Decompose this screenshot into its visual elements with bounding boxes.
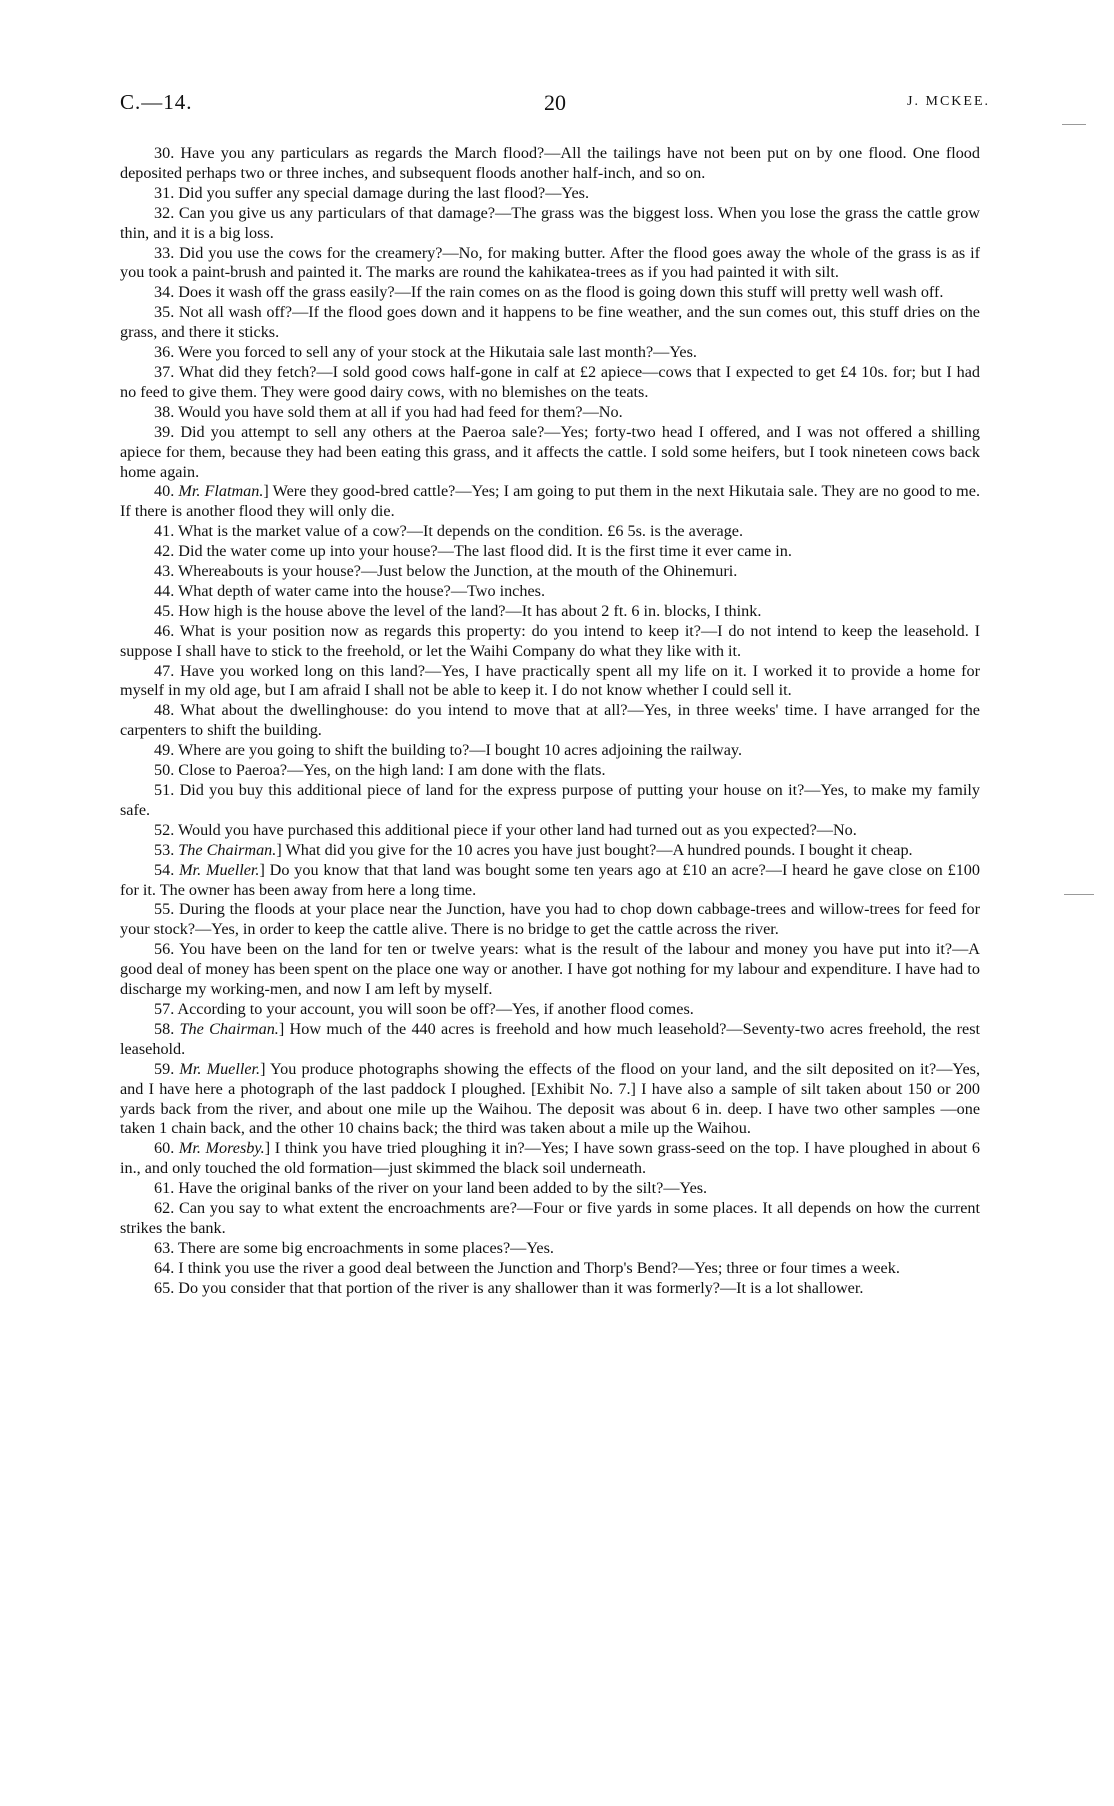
speaker-name: The Chairman. — [179, 1019, 279, 1038]
question-number: 59. — [154, 1059, 180, 1078]
question-paragraph — [120, 1000, 980, 1020]
scan-mark — [1064, 894, 1094, 895]
paragraph-text: ] How much of the 440 acres is freehold and how much leasehold?—Seventy-two acres freehold, the rest leasehold. — [120, 1019, 980, 1058]
question-paragraph — [120, 662, 980, 702]
paragraph-text: 61. Have the original banks of the river on your land been added to by the silt?—Yes. — [154, 1179, 708, 1198]
paragraph-text: 39. Did you attempt to sell any others at the Paeroa sale?—Yes; forty-two head I offered, and I was not offered a shilling apiece for them, because they had been eating this grass, and it affects the cattle. I sold some heifers, but I took nineteen cows back home again. — [120, 422, 980, 481]
question-paragraph — [120, 701, 980, 741]
paragraph-text: 56. You have been on the land for ten or twelve years: what is the result of the labour and money you have put into it?—A good deal of money has been spent on the place one way or another. I have got nothing for my labour and expenditure. I have had to discharge my working-men, and now I am left by myself. — [120, 940, 980, 999]
question-paragraph — [120, 861, 980, 901]
question-paragraph — [120, 1179, 980, 1199]
question-paragraph — [120, 144, 980, 184]
paragraph-text: 49. Where are you going to shift the building to?—I bought 10 acres adjoining the railway. — [154, 741, 743, 760]
question-paragraph — [120, 821, 980, 841]
question-paragraph — [120, 1060, 980, 1140]
question-paragraph — [120, 1139, 980, 1179]
speaker-name: The Chairman. — [178, 840, 277, 859]
paragraph-text: 43. Whereabouts is your house?—Just below the Junction, at the mouth of the Ohinemuri. — [154, 562, 738, 581]
question-paragraph — [120, 622, 980, 662]
question-number: 54. — [154, 860, 180, 879]
paragraph-text: 38. Would you have sold them at all if you had had feed for them?—No. — [154, 402, 623, 421]
paragraph-text: 33. Did you use the cows for the creamery?—No, for making butter. After the flood goes away the whole of the grass is as if you took a paint-brush and painted it. The marks are round the kahikatea-trees as if you had painted it with silt. — [120, 243, 980, 282]
paragraph-text: 63. There are some big encroachments in some places?—Yes. — [154, 1238, 554, 1257]
witness-name: J. MCKEE. — [907, 94, 990, 109]
paragraph-text: 32. Can you give us any particulars of that damage?—The grass was the biggest loss. When you lose the grass the cattle grow thin, and it is a big loss. — [120, 203, 980, 242]
speaker-name: Mr. Mueller. — [179, 1059, 261, 1078]
question-paragraph — [120, 423, 980, 483]
paragraph-text: 52. Would you have purchased this additional piece if your other land had turned out as you expected?—No. — [154, 820, 857, 839]
question-paragraph — [120, 283, 980, 303]
question-paragraph — [120, 761, 980, 781]
page-header — [120, 90, 990, 122]
paragraph-text: ] What did you give for the 10 acres you have just bought?—A hundred pounds. I bought it cheap. — [276, 840, 913, 859]
question-paragraph — [120, 244, 980, 284]
paragraph-text: 35. Not all wash off?—If the flood goes down and it happens to be fine weather, and the sun comes out, this stuff dries on the grass, and there it sticks. — [120, 303, 980, 342]
question-paragraph — [120, 1199, 980, 1239]
question-paragraph — [120, 582, 980, 602]
paragraph-text: 31. Did you suffer any special damage during the last flood?—Yes. — [154, 183, 590, 202]
evidence-text — [120, 144, 980, 1299]
paragraph-text: ] I think you have tried ploughing it in?—Yes; I have sown grass-seed on the top. I have ploughed in about 6 in., and only touched the old formation—just skimmed the black soil underneath. — [120, 1139, 981, 1178]
paragraph-text: 30. Have you any particulars as regards the March flood?—All the tailings have not been put on by one flood. One flood deposited perhaps two or three inches, and subsequent floods another half-inch, and so on. — [120, 144, 980, 182]
paragraph-text: 64. I think you use the river a good deal between the Junction and Thorp's Bend?—Yes; three or four times a week. — [154, 1258, 900, 1277]
paragraph-text: 48. What about the dwellinghouse: do you intend to move that at all?—Yes, in three weeks' time. I have arranged for the carpenters to shift the building. — [120, 701, 980, 740]
question-paragraph — [120, 1279, 980, 1299]
paragraph-text: 44. What depth of water came into the house?—Two inches. — [154, 581, 545, 600]
report-code: C.—14. — [120, 90, 193, 114]
scan-mark — [1062, 124, 1086, 125]
question-number: 40. — [154, 482, 179, 501]
question-paragraph — [120, 204, 980, 244]
paragraph-text: 42. Did the water come up into your house?—The last flood did. It is the first time it ever came in. — [154, 542, 792, 561]
question-number: 60. — [154, 1139, 179, 1158]
paragraph-text: ] You produce photographs showing the effects of the flood on your land, and the silt deposited on it?—Yes, and I have here a photograph of the last paddock I ploughed. [Exhibit No. 7.] I have also a sample of silt taken about 150 or 200 yards back from the river, and about one mile up the Waihou. The deposit was about 6 in. deep. I have two other samples —one taken 1 chain back, and the other 10 chains back; the third was taken about a mile up the Waihou. — [120, 1059, 981, 1138]
paragraph-text: ] Were they good-bred cattle?—Yes; I am going to put them in the next Hikutaia sale. They are no good to me. If there is another flood they will only die. — [120, 482, 980, 521]
question-paragraph — [120, 363, 980, 403]
paragraph-text: 36. Were you forced to sell any of your stock at the Hikutaia sale last month?—Yes. — [154, 343, 697, 362]
paragraph-text: 57. According to your account, you will soon be off?—Yes, if another flood comes. — [154, 999, 694, 1018]
question-paragraph — [120, 542, 980, 562]
question-paragraph — [120, 343, 980, 363]
question-paragraph — [120, 303, 980, 343]
paragraph-text: ] Do you know that that land was bought some ten years ago at £10 an acre?—I heard he gave close on £100 for it. The owner has been away from here a long time. — [120, 860, 980, 899]
question-paragraph — [120, 602, 980, 622]
paragraph-text: 50. Close to Paeroa?—Yes, on the high land: I am done with the flats. — [154, 761, 606, 780]
speaker-name: Mr. Flatman. — [178, 482, 264, 501]
paragraph-text: 47. Have you worked long on this land?—Yes, I have practically spent all my life on it. I worked it to provide a home for myself in my old age, but I am afraid I shall not be able to keep it. I do not know whether I could sell it. — [120, 661, 980, 700]
paragraph-text: 55. During the floods at your place near the Junction, have you had to chop down cabbage-trees and willow-trees for feed for your stock?—Yes, in order to keep the cattle alive. There is no bridge to get the cattle across the river. — [120, 900, 980, 939]
paragraph-text: 46. What is your position now as regards this property: do you intend to keep it?—I do not intend to keep the leasehold. I suppose I shall have to stick to the freehold, or let the Waihi Company do what they like with it. — [120, 621, 980, 660]
question-paragraph — [120, 482, 980, 522]
paragraph-text: 65. Do you consider that that portion of the river is any shallower than it was formerly?—It is a lot shallower. — [154, 1278, 864, 1297]
question-paragraph — [120, 1259, 980, 1279]
question-number: 58. — [154, 1019, 180, 1038]
paragraph-text: 62. Can you say to what extent the encroachments are?—Four or five yards in some places. It all depends on how the current strikes the bank. — [120, 1199, 980, 1237]
question-paragraph — [120, 900, 980, 940]
question-paragraph — [120, 741, 980, 761]
question-paragraph — [120, 522, 980, 542]
question-paragraph — [120, 403, 980, 423]
page-number: 20 — [544, 90, 566, 115]
question-number: 53. — [154, 840, 179, 859]
question-paragraph — [120, 184, 980, 204]
paragraph-text: 51. Did you buy this additional piece of land for the express purpose of putting your house on it?—Yes, to make my family safe. — [120, 781, 980, 819]
paragraph-text: 34. Does it wash off the grass easily?—If the rain comes on as the flood is going down this stuff will pretty well wash off. — [154, 283, 944, 302]
paragraph-text: 45. How high is the house above the level of the land?—It has about 2 ft. 6 in. blocks, I think. — [154, 601, 762, 620]
speaker-name: Mr. Mueller. — [179, 860, 260, 879]
paragraph-text: 37. What did they fetch?—I sold good cows half-gone in calf at £2 apiece—cows that I expected to get £4 10s. for; but I had no feed to give them. They were good dairy cows, with no blemishes on the teats. — [120, 362, 980, 401]
question-paragraph — [120, 1020, 980, 1060]
paragraph-text: 41. What is the market value of a cow?—It depends on the condition. £6 5s. is the average. — [154, 522, 744, 541]
question-paragraph — [120, 562, 980, 582]
speaker-name: Mr. Moresby. — [178, 1139, 265, 1158]
question-paragraph — [120, 841, 980, 861]
question-paragraph — [120, 781, 980, 821]
question-paragraph — [120, 1239, 980, 1259]
question-paragraph — [120, 940, 980, 1000]
